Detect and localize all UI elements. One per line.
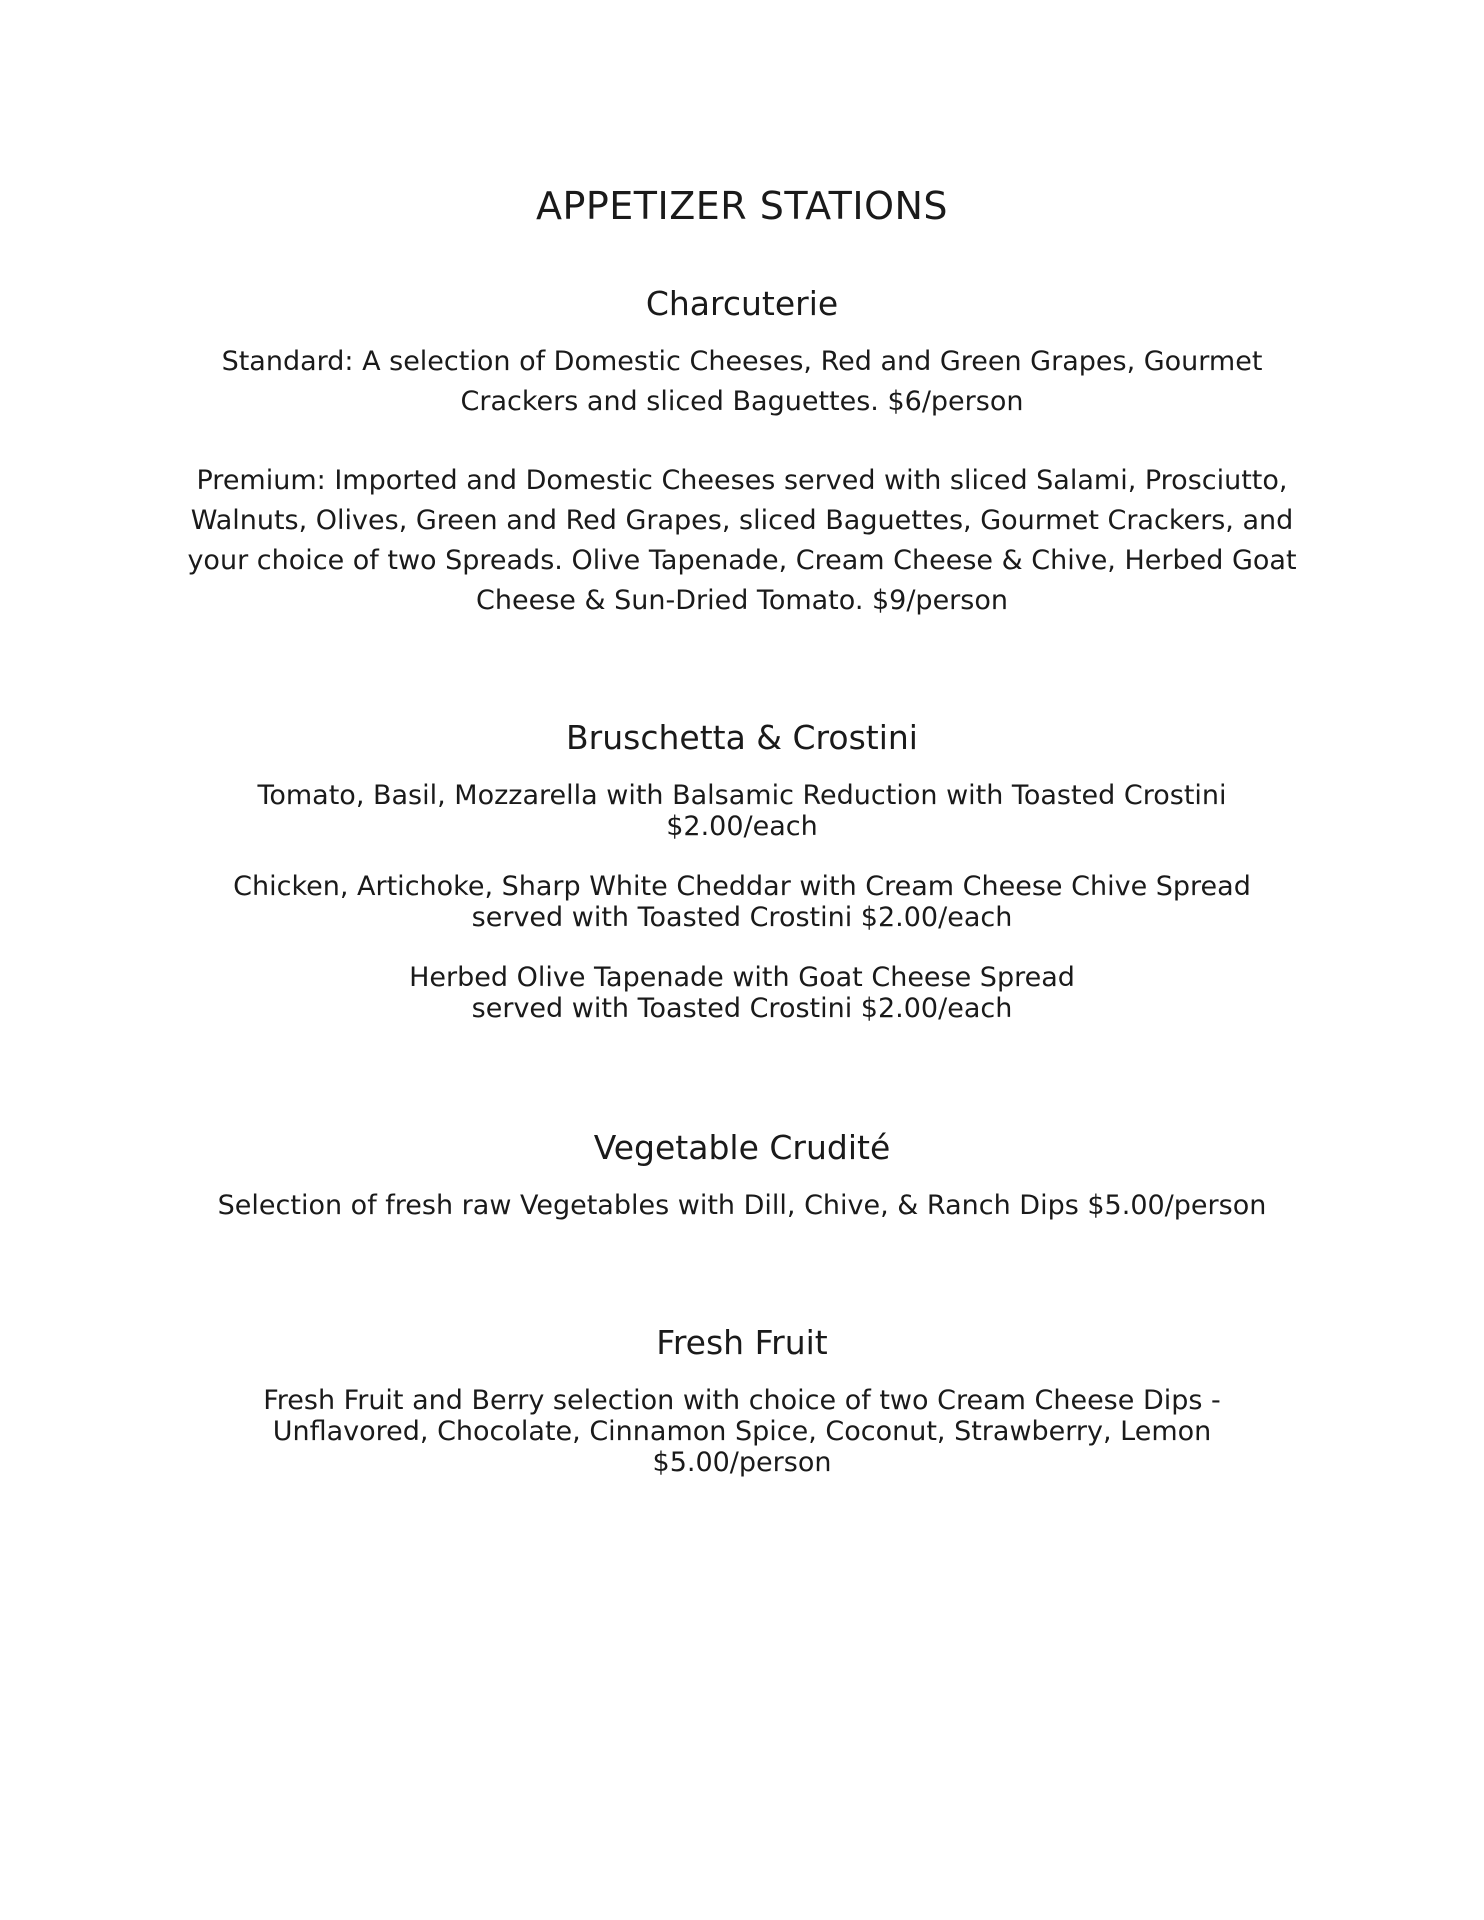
description-line: Herbed Olive Tapenade with Goat Cheese Spread [409,962,1075,993]
description-line: your choice of two Spreads. Olive Tapenade, Cream Cheese & Chive, Herbed Goat [187,545,1297,576]
section-heading-bruschetta-crostini: Bruschetta & Crostini [566,718,918,757]
bruschetta-chicken-description [142,871,1342,933]
description-line: served with Toasted Crostini $2.00/each [471,993,1013,1024]
description-line: $5.00/person [652,1447,832,1478]
description-line: Walnuts, Olives, Green and Red Grapes, sliced Baguettes, Gourmet Crackers, and [190,505,1294,536]
section-heading-vegetable-crudite: Vegetable Crudité [593,1128,891,1167]
description-line: served with Toasted Crostini $2.00/each [471,902,1013,933]
description-line: Chicken, Artichoke, Sharp White Cheddar with Cream Cheese Chive Spread [233,871,1251,902]
charcuterie-premium-description [142,461,1342,621]
description-line: Cheese & Sun-Dried Tomato. $9/person [476,585,1008,616]
bruschetta-tomato-description [142,780,1342,842]
vegetable-crudite-description [142,1190,1342,1221]
section-heading-charcuterie: Charcuterie [645,284,839,323]
fresh-fruit-description [142,1385,1342,1478]
description-line: Fresh Fruit and Berry selection with choice of two Cream Cheese Dips - [263,1385,1221,1416]
description-line: $2.00/each [666,811,818,842]
description-line: Standard: A selection of Domestic Cheeses, Red and Green Grapes, Gourmet [221,346,1263,377]
description-line: Crackers and sliced Baguettes. $6/person [460,386,1024,417]
page-title: APPETIZER STATIONS [535,184,949,228]
section-heading-fresh-fruit: Fresh Fruit [656,1323,828,1362]
description-line: Unflavored, Chocolate, Cinnamon Spice, Coconut, Strawberry, Lemon [272,1416,1212,1447]
description-line: Selection of fresh raw Vegetables with Dill, Chive, & Ranch Dips $5.00/person [217,1190,1267,1221]
description-line: Premium: Imported and Domestic Cheeses served with sliced Salami, Prosciutto, [196,465,1288,496]
charcuterie-standard-description [142,342,1342,422]
description-line: Tomato, Basil, Mozzarella with Balsamic Reduction with Toasted Crostini [257,780,1227,811]
bruschetta-olive-description [142,962,1342,1024]
